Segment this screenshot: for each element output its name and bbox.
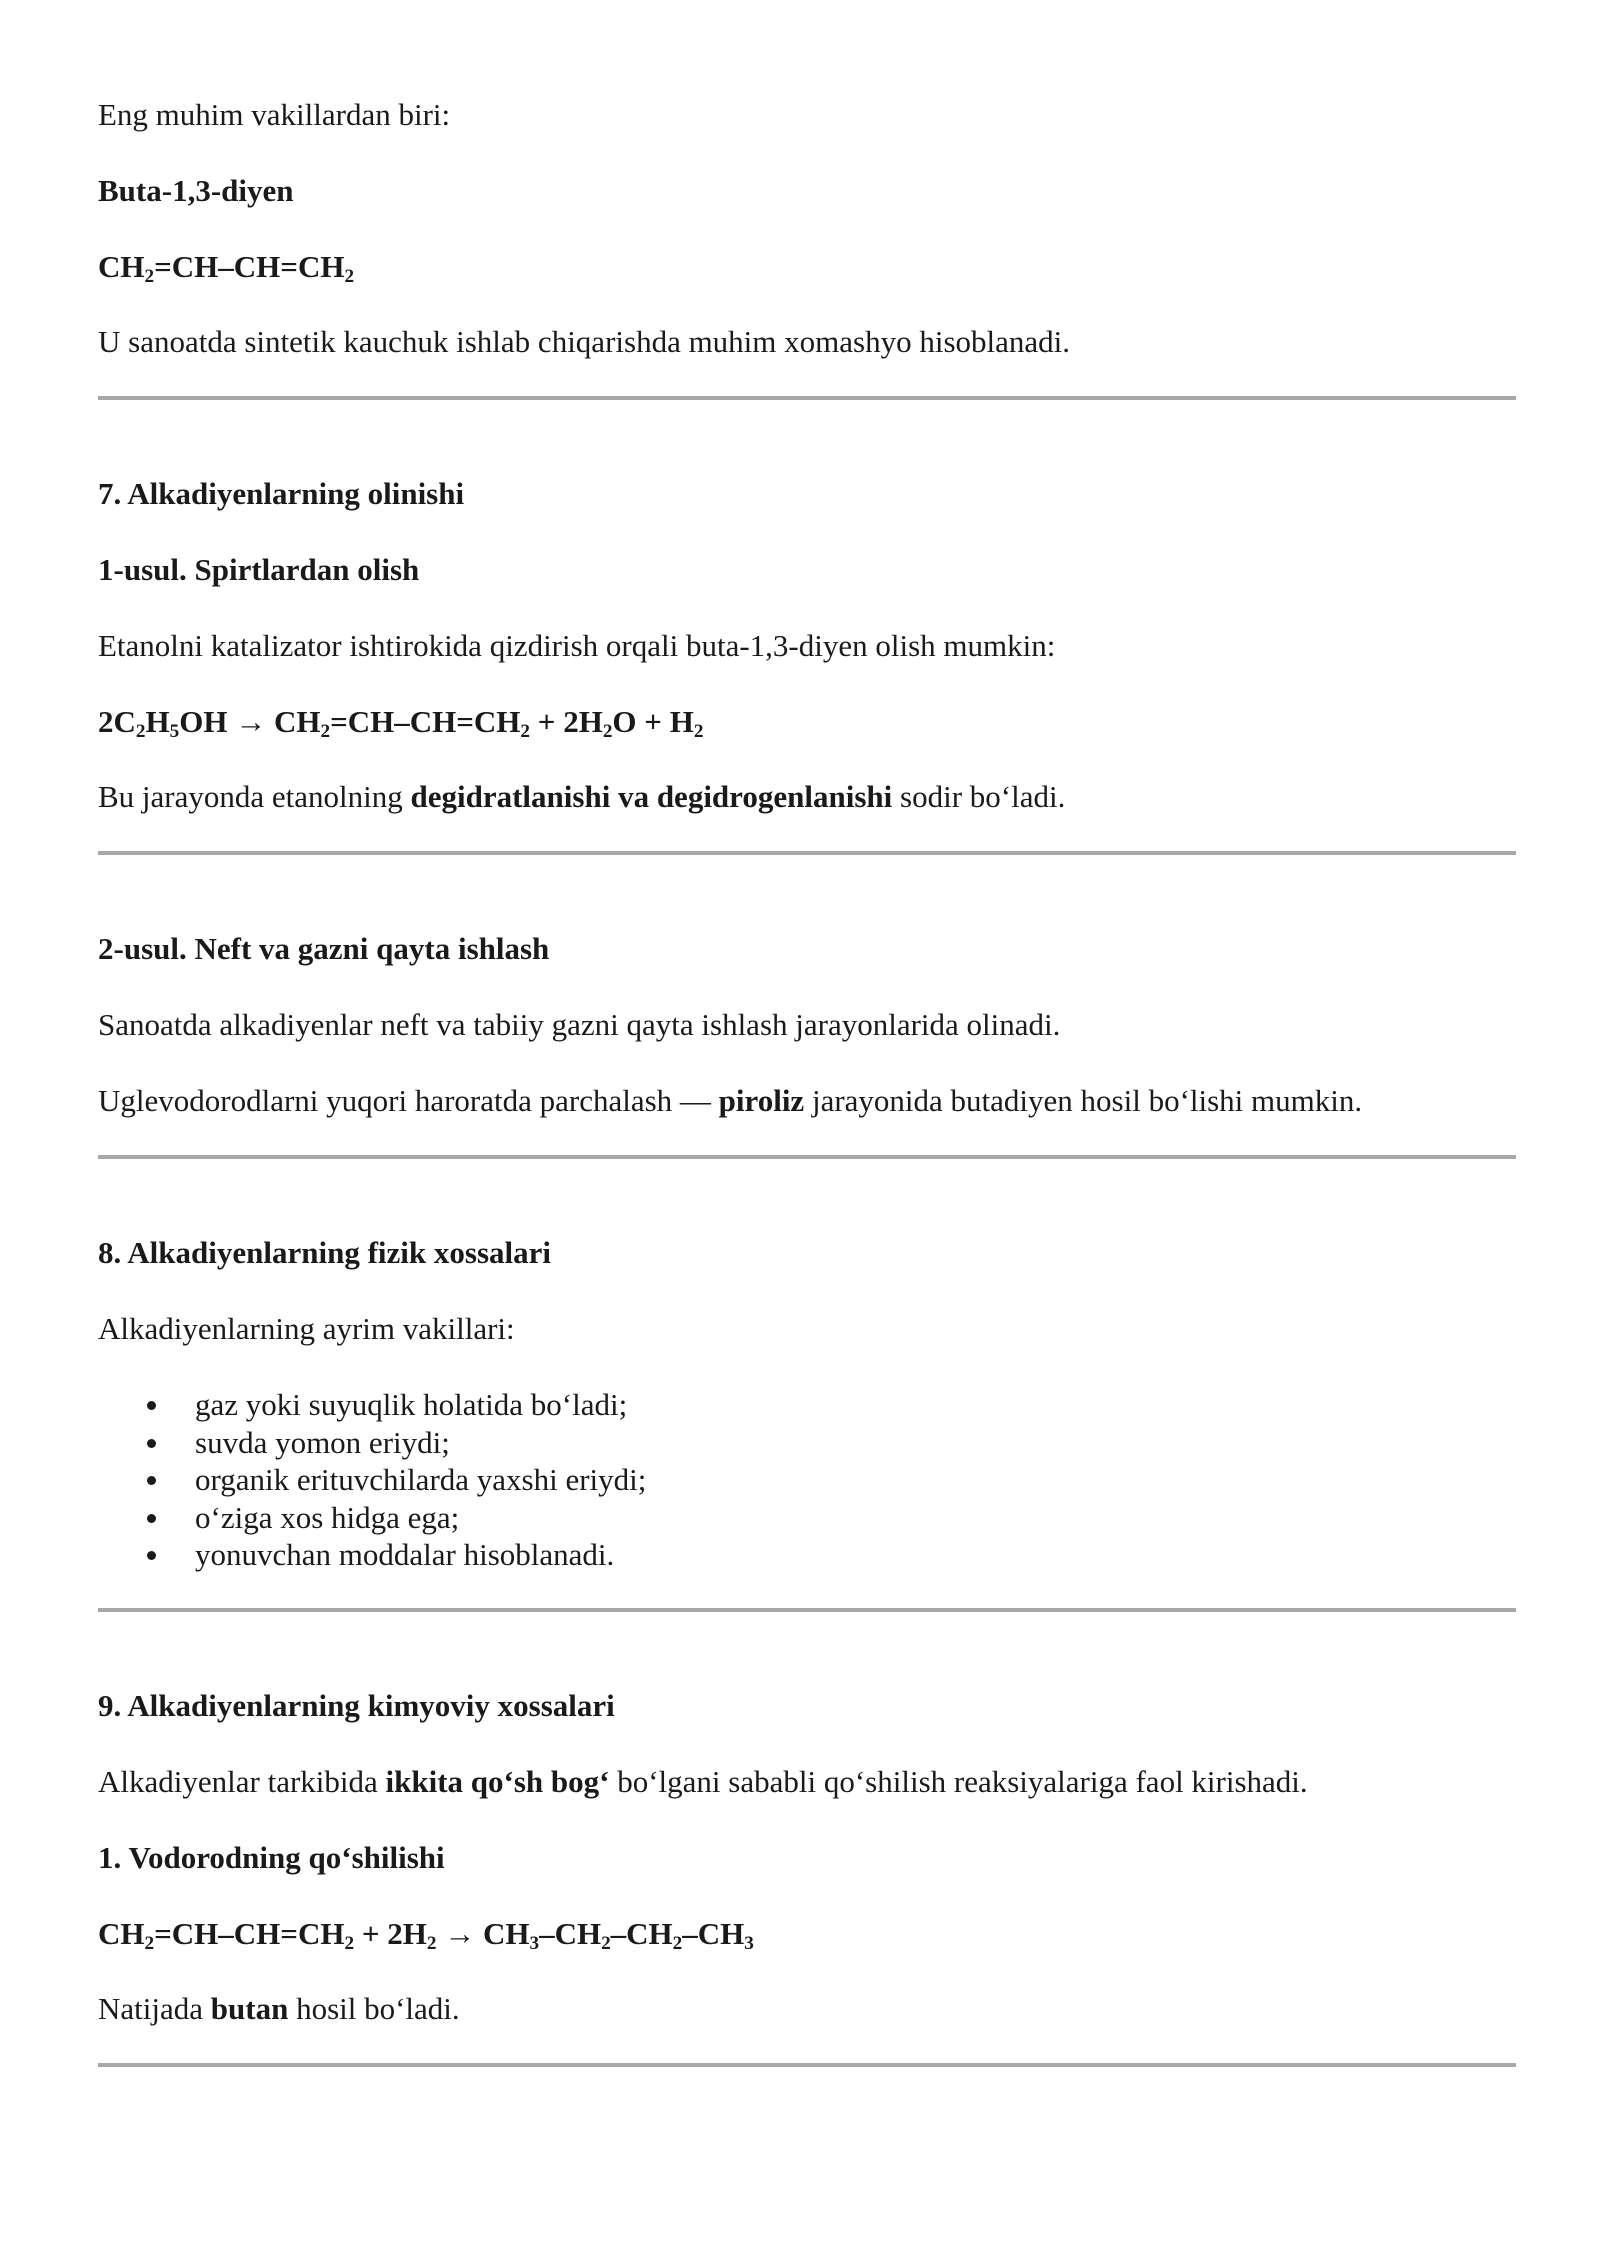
divider [98,851,1516,855]
method-1-title: 1-usul. Spirtlardan olish [98,552,420,587]
section-9-heading: 9. Alkadiyenlarning kimyoviy xossalari [98,1688,615,1723]
hydrogenation-heading: 1. Vodorodning qo‘shilishi [98,1840,445,1875]
divider [98,2063,1516,2067]
method-2-text-1: Sanoatda alkadiyenlar neft va tabiiy gazni qayta ishlash jarayonlarida olinadi. [98,1007,1061,1042]
list-item: yonuvchan moddalar hisoblanadi. [98,1536,646,1574]
section-8-heading: 8. Alkadiyenlarning fizik xossalari [98,1235,552,1270]
section-9-text: Alkadiyenlar tarkibida ikkita qo‘sh bog‘ bo‘lgani sababli qo‘shilish reaksiyalariga faol kirishadi. [98,1764,1308,1799]
method-2-title: 2-usul. Neft va gazni qayta ishlash [98,931,550,966]
section-7-heading: 7. Alkadiyenlarning olinishi [98,476,465,511]
section-8-intro: Alkadiyenlarning ayrim vakillari: [98,1311,515,1346]
butadiene-formula: $CH_2=CH-CH=CH_2$ [98,249,355,287]
divider [98,1155,1516,1159]
compound-name: Buta-1,3-diyen [98,173,294,208]
divider [98,396,1516,400]
usage-note: U sanoatda sintetik kauchuk ishlab chiqarishda muhim xomashyo hisoblanadi. [98,324,1071,359]
divider [98,1608,1516,1612]
list-item: organik erituvchilarda yaxshi eriydi; [98,1461,646,1499]
list-item: gaz yoki suyuqlik holatida bo‘ladi; [98,1386,646,1424]
method-1-text: Etanolni katalizator ishtirokida qizdirish orqali buta-1,3-diyen olish mumkin: [98,628,1056,663]
hydrogenation-reaction: $CH_2=CH-CH=CH_2 + 2H_2 \to CH_3-CH_2-CH_2-CH_3$ [98,1916,754,1954]
properties-list [98,1386,646,1574]
intro-text: Eng muhim vakillardan biri: [98,97,451,132]
list-item: suvda yomon eriydi; [98,1424,646,1462]
process-note: Bu jarayonda etanolning degidratlanishi va degidrogenlanishi sodir bo‘ladi. [98,779,1066,814]
method-2-text-2: Uglevodorodlarni yuqori haroratda parchalash — piroliz jarayonida butadiyen hosil bo‘lishi mumkin. [98,1083,1363,1118]
result-note: Natijada butan hosil bo‘ladi. [98,1991,460,2026]
list-item: o‘ziga xos hidga ega; [98,1499,646,1537]
ethanol-reaction: $2C_2H_5OH \to CH_2=CH-CH=CH_2 + 2H_2O + H_2$ [98,704,704,742]
